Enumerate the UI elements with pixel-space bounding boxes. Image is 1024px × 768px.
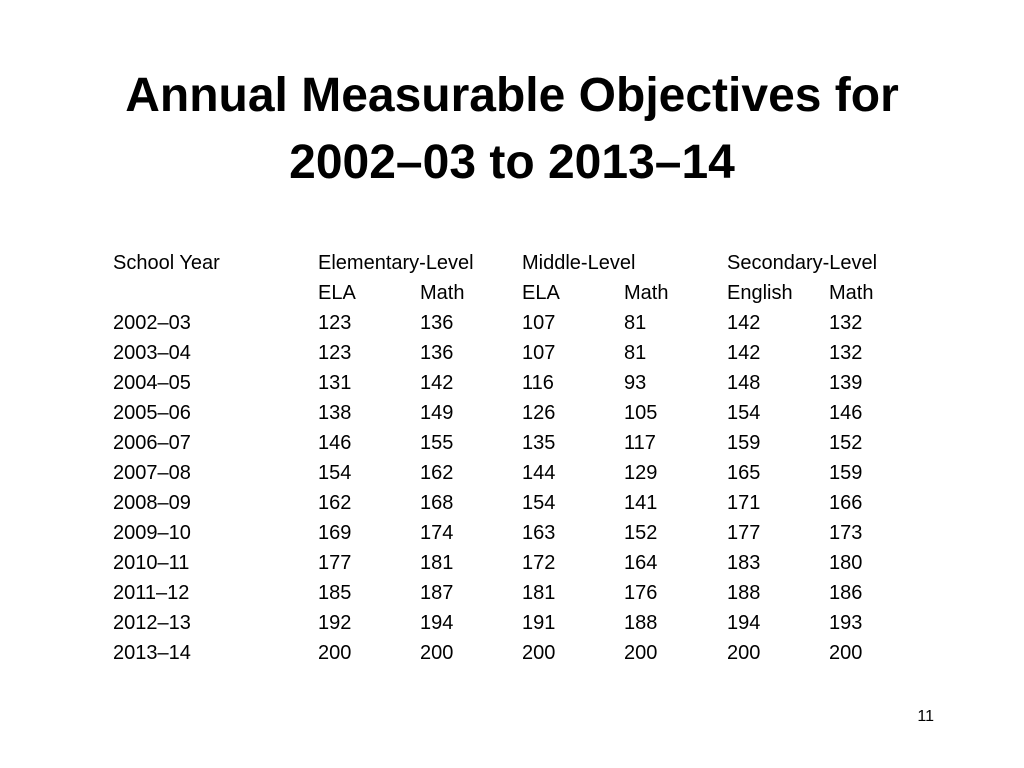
- table-row: [113, 338, 919, 368]
- value-cell: 192: [318, 612, 352, 634]
- value-cell: 139: [829, 372, 863, 394]
- value-cell: 81: [624, 342, 647, 364]
- value-cell: 146: [829, 402, 863, 424]
- value-cell: 188: [624, 612, 658, 634]
- value-cell: 172: [522, 552, 556, 574]
- value-cell: 194: [727, 612, 761, 634]
- slide-title-line-2: 2002–03 to 2013–14: [289, 136, 735, 189]
- value-cell: 142: [727, 312, 761, 334]
- value-cell: 200: [624, 642, 658, 664]
- value-cell: 154: [522, 492, 556, 514]
- value-cell: 186: [829, 582, 863, 604]
- value-cell: 200: [318, 642, 352, 664]
- value-cell: 194: [420, 612, 454, 634]
- value-cell: 107: [522, 342, 556, 364]
- value-cell: 168: [420, 492, 454, 514]
- value-cell: 164: [624, 552, 658, 574]
- value-cell: 200: [727, 642, 761, 664]
- value-cell: 146: [318, 432, 352, 454]
- slide-title-line-1: Annual Measurable Objectives for: [125, 69, 899, 122]
- value-cell: 154: [318, 462, 352, 484]
- header-secondary-math: Math: [829, 282, 874, 304]
- table-row: [113, 638, 919, 668]
- header-blank-cell: [113, 278, 318, 308]
- value-cell: 177: [318, 552, 352, 574]
- value-cell: 181: [522, 582, 556, 604]
- header-middle-level: Middle-Level: [522, 252, 636, 274]
- table-row: [113, 428, 919, 458]
- value-cell: 188: [727, 582, 761, 604]
- value-cell: 154: [727, 402, 761, 424]
- value-cell: 200: [420, 642, 454, 664]
- header-secondary-english: English: [727, 282, 793, 304]
- header-row-levels: [113, 248, 919, 278]
- value-cell: 162: [420, 462, 454, 484]
- header-middle-math: Math: [624, 282, 669, 304]
- table-header: [113, 248, 919, 308]
- value-cell: 107: [522, 312, 556, 334]
- school-year-cell: 2003–04: [113, 342, 191, 364]
- table-row: [113, 458, 919, 488]
- value-cell: 165: [727, 462, 761, 484]
- value-cell: 176: [624, 582, 658, 604]
- value-cell: 148: [727, 372, 761, 394]
- value-cell: 149: [420, 402, 454, 424]
- school-year-cell: 2008–09: [113, 492, 191, 514]
- header-row-subjects: [113, 278, 919, 308]
- value-cell: 117: [624, 432, 656, 454]
- school-year-cell: 2009–10: [113, 522, 191, 544]
- value-cell: 126: [522, 402, 556, 424]
- value-cell: 141: [624, 492, 658, 514]
- value-cell: 174: [420, 522, 454, 544]
- value-cell: 93: [624, 372, 647, 394]
- header-elementary-level: Elementary-Level: [318, 252, 474, 274]
- value-cell: 116: [522, 372, 554, 394]
- table-row: [113, 548, 919, 578]
- value-cell: 129: [624, 462, 658, 484]
- value-cell: 138: [318, 402, 352, 424]
- value-cell: 132: [829, 342, 863, 364]
- value-cell: 169: [318, 522, 352, 544]
- value-cell: 159: [727, 432, 761, 454]
- value-cell: 142: [420, 372, 454, 394]
- table-body: [113, 308, 919, 668]
- value-cell: 123: [318, 342, 352, 364]
- header-middle-ela: ELA: [522, 282, 560, 304]
- value-cell: 181: [420, 552, 454, 574]
- table-row: [113, 608, 919, 638]
- value-cell: 135: [522, 432, 556, 454]
- school-year-cell: 2006–07: [113, 432, 191, 454]
- value-cell: 166: [829, 492, 863, 514]
- school-year-cell: 2007–08: [113, 462, 191, 484]
- value-cell: 173: [829, 522, 863, 544]
- value-cell: 163: [522, 522, 556, 544]
- value-cell: 159: [829, 462, 863, 484]
- school-year-cell: 2002–03: [113, 312, 191, 334]
- objectives-table: [113, 248, 919, 668]
- table-row: [113, 368, 919, 398]
- table-row: [113, 308, 919, 338]
- value-cell: 105: [624, 402, 658, 424]
- header-elementary-ela: ELA: [318, 282, 356, 304]
- value-cell: 152: [624, 522, 658, 544]
- value-cell: 81: [624, 312, 647, 334]
- school-year-cell: 2012–13: [113, 612, 191, 634]
- value-cell: 162: [318, 492, 352, 514]
- header-school-year: School Year: [113, 252, 220, 274]
- school-year-cell: 2004–05: [113, 372, 191, 394]
- value-cell: 155: [420, 432, 454, 454]
- value-cell: 132: [829, 312, 863, 334]
- value-cell: 183: [727, 552, 761, 574]
- value-cell: 131: [318, 372, 352, 394]
- header-elementary-math: Math: [420, 282, 465, 304]
- value-cell: 142: [727, 342, 761, 364]
- value-cell: 144: [522, 462, 556, 484]
- school-year-cell: 2011–12: [113, 582, 190, 604]
- value-cell: 136: [420, 312, 454, 334]
- school-year-cell: 2010–11: [113, 552, 190, 574]
- value-cell: 200: [829, 642, 863, 664]
- table-row: [113, 578, 919, 608]
- school-year-cell: 2013–14: [113, 642, 191, 664]
- value-cell: 191: [522, 612, 556, 634]
- value-cell: 171: [727, 492, 761, 514]
- slide-title: [0, 62, 1024, 196]
- value-cell: 152: [829, 432, 863, 454]
- table-row: [113, 518, 919, 548]
- value-cell: 187: [420, 582, 454, 604]
- value-cell: 193: [829, 612, 863, 634]
- value-cell: 177: [727, 522, 761, 544]
- value-cell: 180: [829, 552, 863, 574]
- header-secondary-level: Secondary-Level: [727, 252, 878, 274]
- table-row: [113, 398, 919, 428]
- school-year-cell: 2005–06: [113, 402, 191, 424]
- value-cell: 136: [420, 342, 454, 364]
- table-row: [113, 488, 919, 518]
- value-cell: 185: [318, 582, 352, 604]
- value-cell: 123: [318, 312, 352, 334]
- page-number: 11: [917, 708, 934, 725]
- value-cell: 200: [522, 642, 556, 664]
